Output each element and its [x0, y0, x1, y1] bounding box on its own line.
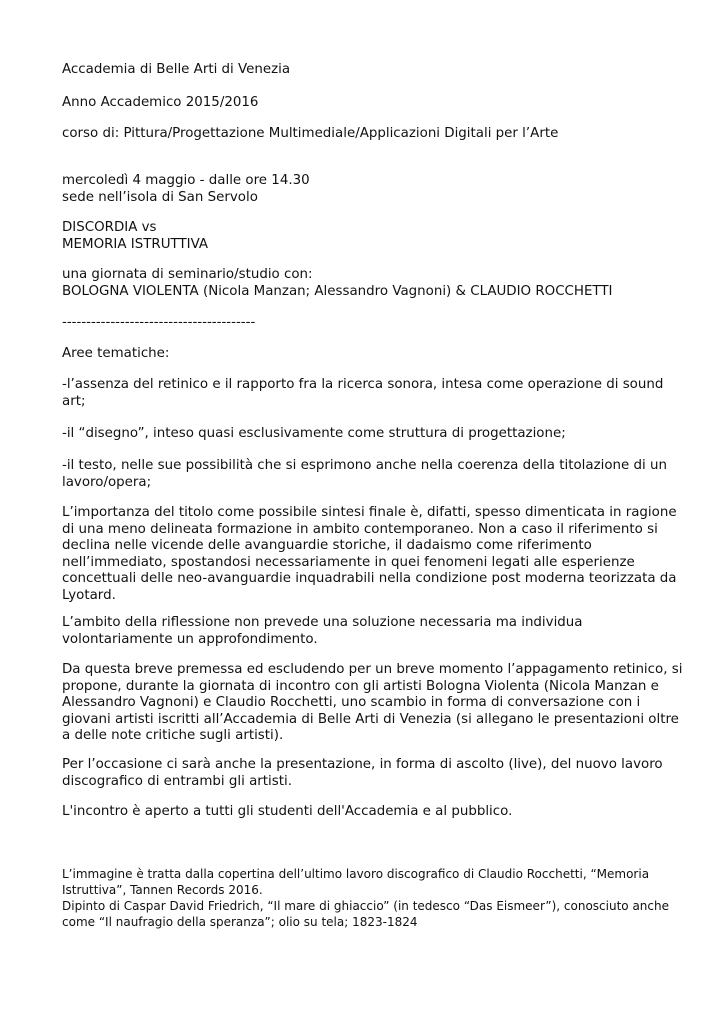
theme-item-2: -il “disegno”, inteso quasi esclusivamente come struttura di progettazione; — [62, 426, 566, 441]
event-place: sede nell’isola di San Servolo — [62, 189, 258, 205]
guests — [62, 267, 662, 300]
footnote: L’immagine è tratta dalla copertina dell’ultimo lavoro discografico di Claudio Rocchetti, “Memoria Istruttiva”, Tannen Records 2016. Dipinto di Caspar David Friedrich, “Il mare di ghiaccio” (in tedesco “Das Eismeer”), conosciuto anche come “Il naufragio della speranza”; olio su tela; 1823-1824 — [62, 867, 669, 929]
paragraph-title-importance: L’importanza del titolo come possibile sintesi finale è, difatti, spesso dimenticata in ragione di una meno delineata formazione in ambito contemporaneo. Non a caso il riferimento si declina nelle vicende delle avanguardie storiche, il dadaismo come riferimento nell’immediato, spostandosi necessariamente in quei fenomeni legati alle esperienze concettuali delle neo-avanguardie inquadrabili nella condizione post moderna teorizzata da Lyotard. — [62, 505, 677, 603]
academic-year: Anno Accademico 2015/2016 — [62, 95, 259, 110]
paragraph-reflection: L’ambito della riflessione non prevede una soluzione necessaria ma individua volontariamente un approfondimento. — [62, 615, 583, 647]
theme-item-3: -il testo, nelle sue possibilità che si esprimono anche nella coerenza della titolazione di un lavoro/opera; — [62, 458, 667, 490]
theme-item-1: -l’assenza del retinico e il rapporto fra la ricerca sonora, intesa come operazione di sound art; — [62, 377, 664, 409]
event-details — [62, 173, 662, 206]
institution-name: Accademia di Belle Arti di Venezia — [62, 62, 291, 77]
themes-heading: Aree tematiche: — [62, 346, 170, 361]
divider: ---------------------------------------- — [62, 315, 256, 330]
guests-intro: una giornata di seminario/studio con: — [62, 267, 313, 282]
guests-names: BOLOGNA VIOLENTA (Nicola Manzan; Alessandro Vagnoni) & CLAUDIO ROCCHETTI — [62, 283, 613, 299]
event-date: mercoledì 4 maggio - dalle ore 14.30 — [62, 173, 310, 188]
paragraph-proposal: Da questa breve premessa ed escludendo per un breve momento l’appagamento retinico, si propone, durante la giornata di incontro con gli artisti Bologna Violenta (Nicola Manzan e Alessandro Vagnoni) e Claudio Rocchetti, uno scambio in forma di conversazione con i giovani artisti iscritti all’Accademia di Belle Arti di Venezia (si allegano le presentazioni oltre a delle note critiche sugli artisti). — [62, 662, 683, 744]
paragraph-live-presentation: Per l’occasione ci sarà anche la presentazione, in forma di ascolto (live), del nuovo lavoro discografico di entrambi gli artisti. — [62, 757, 663, 789]
course-line: corso di: Pittura/Progettazione Multimediale/Applicazioni Digitali per l’Arte — [62, 126, 559, 141]
event-title: DISCORDIA vs MEMORIA ISTRUTTIVA — [62, 220, 209, 252]
paragraph-open-event: L'incontro è aperto a tutti gli studenti dell'Accademia e al pubblico. — [62, 804, 513, 819]
